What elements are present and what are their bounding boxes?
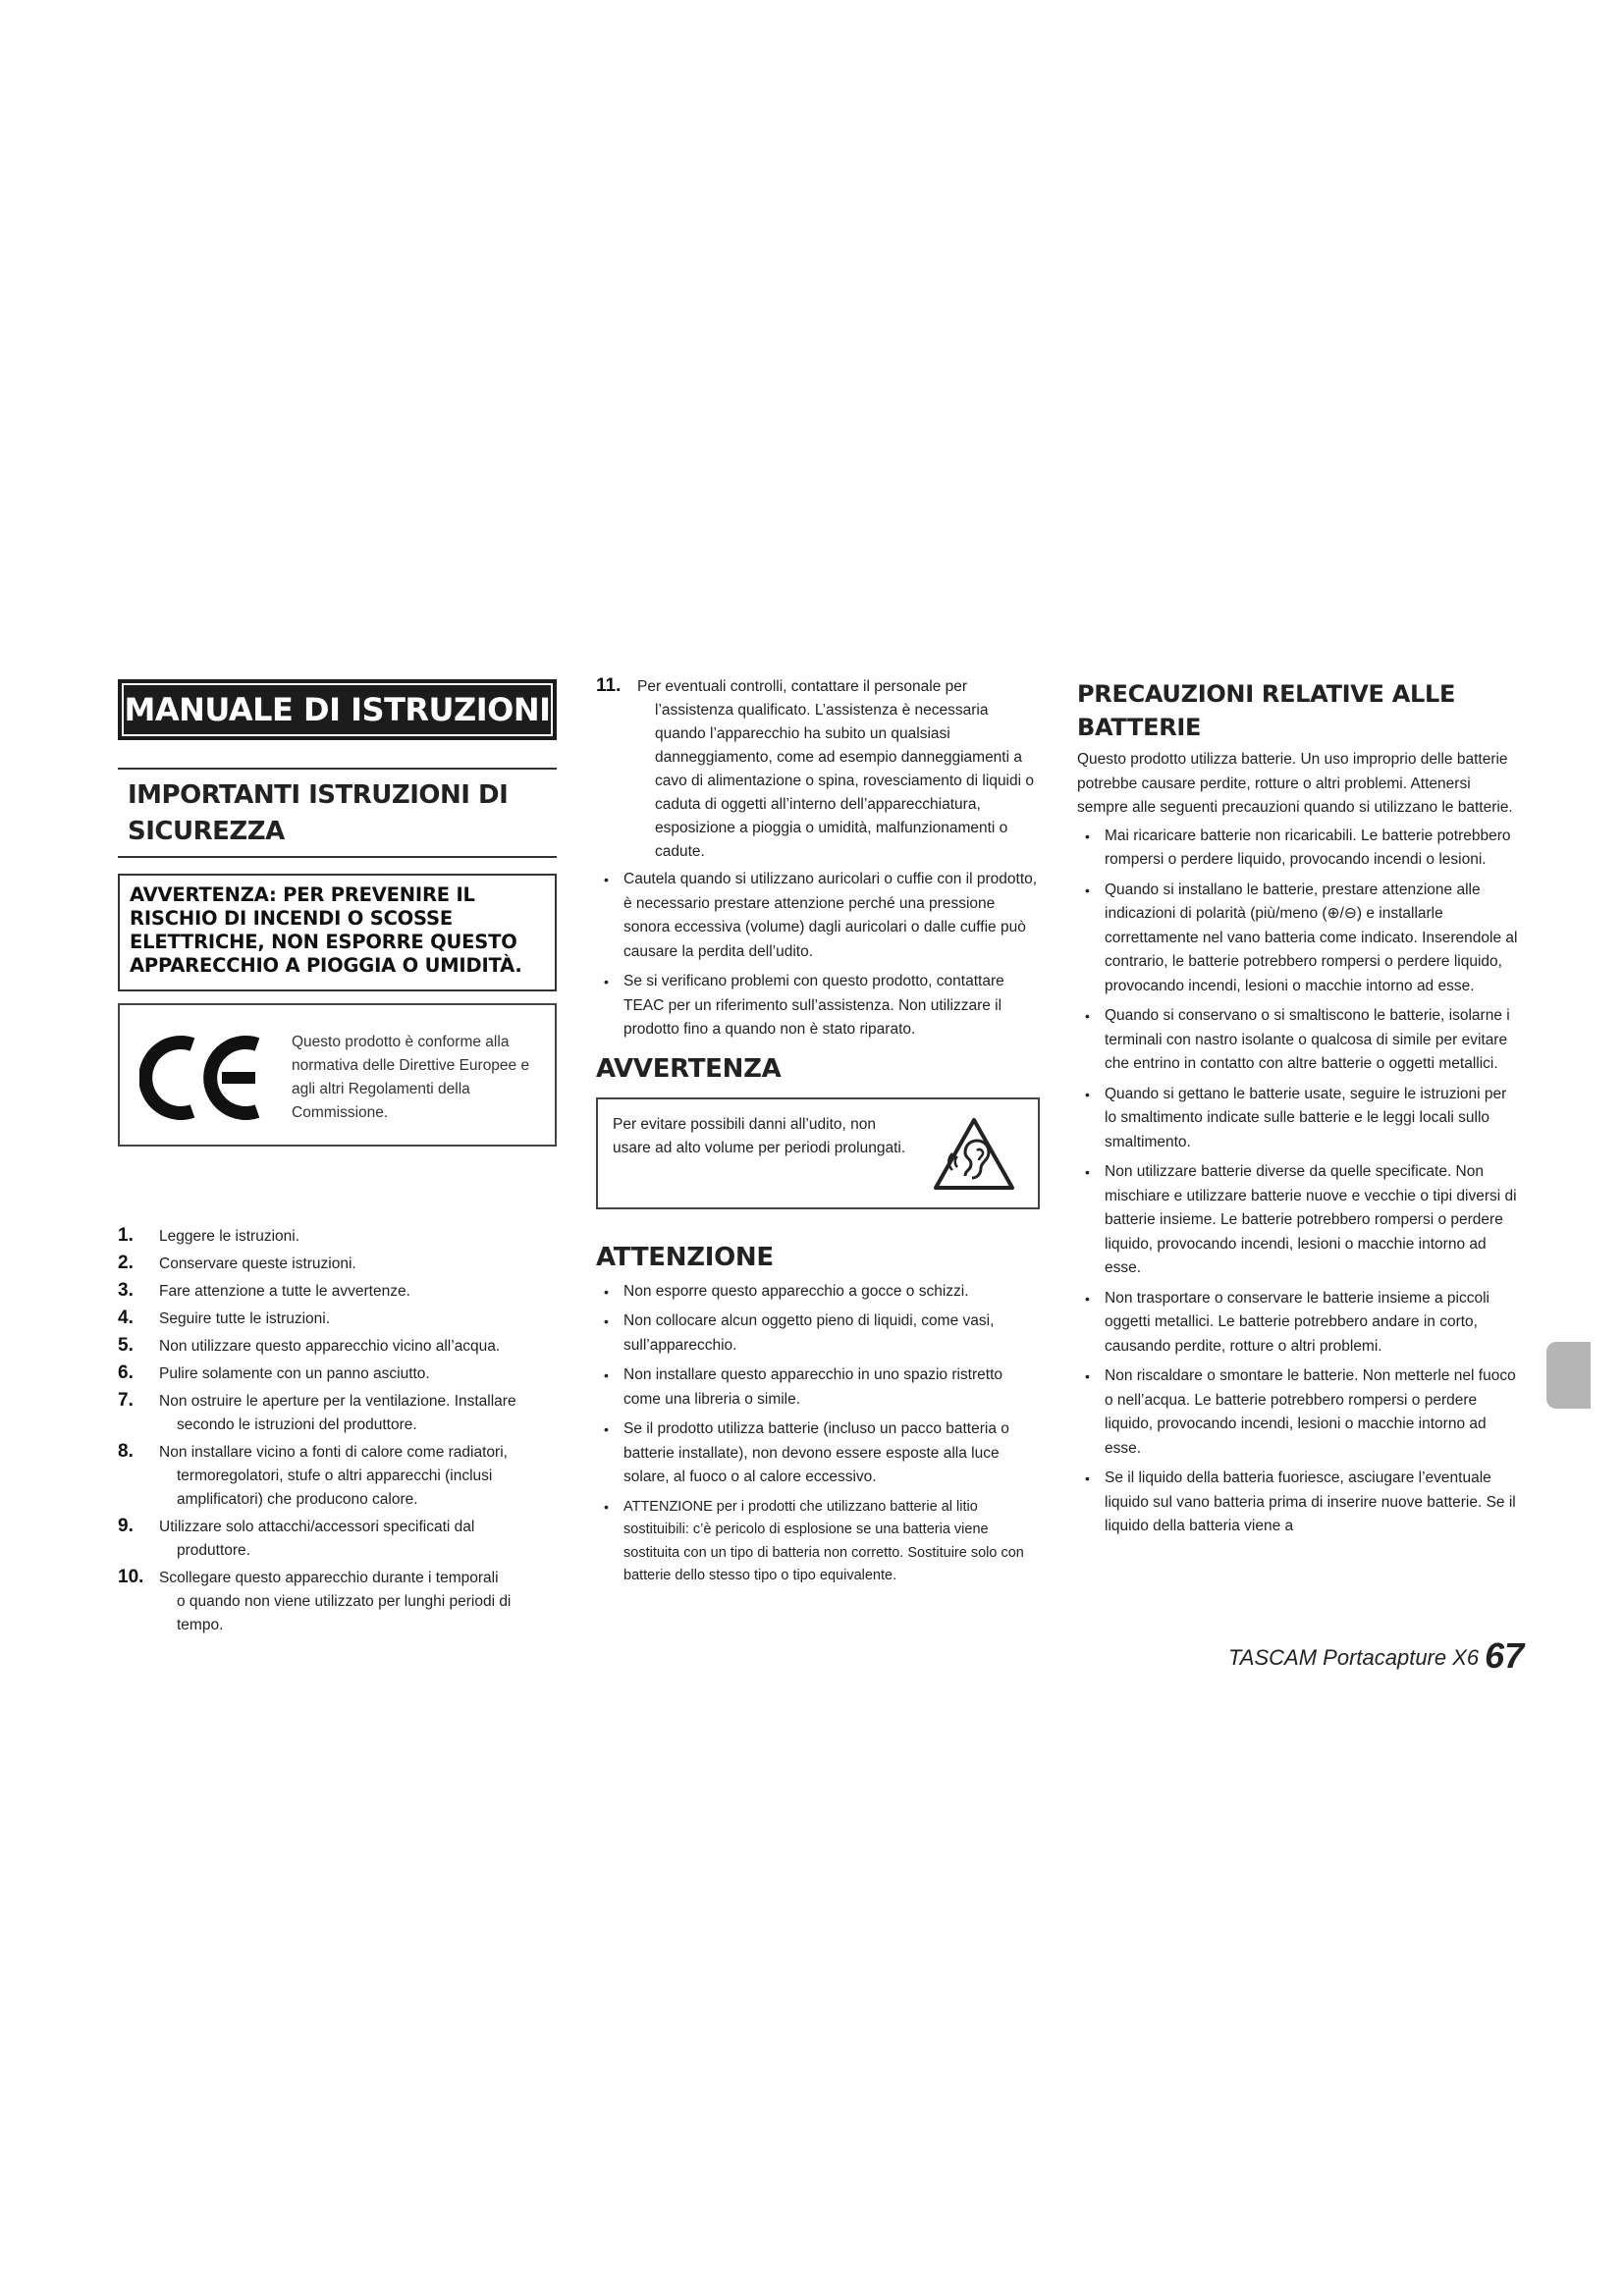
list-item: 1. Leggere le istruzioni. — [118, 1225, 300, 1246]
list-item: • Se il prodotto utilizza batterie (incluso un pacco batteria o batterie installate), non devono essere esposte alla luce solare, al fuoco o al calore eccessivo. — [596, 1417, 1040, 1490]
list-item: 11. Per eventuali controlli, contattare il personale per l’assistenza qualificato. L’assistenza è necessaria quando l’apparecchio ha subito un qualsiasi danneggiamento, come ad esempio danneggiamenti a cavo di alimentazione o spina, rovesciamento di liquidi o caduta di oggetti all’interno dell’apparecchiatura, esposizione a pioggia o umidità, malfunzionamenti o cadute. — [596, 675, 1034, 860]
attenzione-heading: ATTENZIONE — [596, 1242, 774, 1272]
warning-box: AVVERTENZA: PER PREVENIRE IL RISCHIO DI INCENDI O SCOSSE ELETTRICHE, NON ESPORRE QUESTO APPARECCHIO A PIOGGIA O UMIDITÀ. — [118, 874, 557, 991]
right-column — [1077, 677, 1521, 1545]
list-item: • Non utilizzare batterie diverse da quelle specificate. Non mischiare e utilizzare batterie nuove e vecchie o tipi diversi di batterie insieme. Le batterie potrebbero rompersi o perdere liquido, provocando incendi, lesioni o macchie intorno ad esse. — [1077, 1160, 1521, 1281]
list-item: 7. Non ostruire le aperture per la ventilazione. Installare secondo le istruzioni del produttore. — [118, 1390, 516, 1433]
battery-precautions-heading: PRECAUZIONI RELATIVE ALLE BATTERIE — [1077, 680, 1456, 741]
list-item: 8. Non installare vicino a fonti di calore come radiatori, termoregolatori, stufe o altri apparecchi (inclusi amplificatori) che producono calore. — [118, 1441, 508, 1508]
page-number: 67 — [1485, 1635, 1525, 1676]
ce-conformity-text: Questo prodotto è conforme alla normativa delle Direttive Europee e agli altri Regolamenti della Commissione. — [292, 1034, 530, 1121]
list-item: • Quando si gettano le batterie usate, seguire le istruzioni per lo smaltimento indicate sulle batterie e le leggi locali sullo smaltimento. — [1077, 1083, 1521, 1155]
list-item: 9. Utilizzare solo attacchi/accessori specificati dal produttore. — [118, 1516, 475, 1559]
product-name: TASCAM Portacapture X6 — [1228, 1645, 1480, 1670]
hearing-warning-text: Per evitare possibili danni all’udito, non usare ad alto volume per periodi prolungati. — [613, 1115, 906, 1156]
middle-column — [596, 675, 1040, 1594]
list-item: • Mai ricaricare batterie non ricaricabili. Le batterie potrebbero rompersi o perdere liquido, provocando incendi o lesioni. — [1077, 825, 1521, 873]
battery-intro: Questo prodotto utilizza batterie. Un uso improprio delle batterie potrebbe causare perdite, rotture o altri problemi. Attenersi sempre alle seguenti precauzioni quando si utilizzano le batterie. — [1077, 751, 1513, 816]
battery-bullets — [1077, 825, 1521, 1539]
list-item: 4. Seguire tutte le istruzioni. — [118, 1308, 331, 1328]
list-item: • Non trasportare o conservare le batterie insieme a piccoli oggetti metallici. Le batterie potrebbero andare in corto, causando perdite, rotture o altri problemi. — [1077, 1287, 1521, 1360]
list-item: 6. Pulire solamente con un panno asciutto. — [118, 1362, 430, 1383]
list-item: 2. Conservare queste istruzioni. — [118, 1253, 356, 1273]
avvertenza-heading: AVVERTENZA — [596, 1053, 782, 1084]
list-item: • Non installare questo apparecchio in uno spazio ristretto come una libreria o simile. — [596, 1363, 1040, 1412]
list-item: • Quando si installano le batterie, prestare attenzione alle indicazioni di polarità (più/meno (⊕/⊖) e installarle correttamente nel vano batteria come indicato. Inserendole al contrario, le batterie potrebbero rompersi o perdere liquido, provocando incendi, lesioni o macchie intorno ad esse. — [1077, 879, 1521, 999]
left-column — [118, 679, 557, 1641]
numbered-instructions-cont — [596, 675, 1040, 864]
list-item: • Non riscaldare o smontare le batterie. Non metterle nel fuoco o nell’acqua. Le batterie potrebbero rompersi o perdere liquido, provocando incendi, lesioni o macchie intorno ad esse. — [1077, 1364, 1521, 1461]
chapter-tab — [1546, 1342, 1591, 1409]
list-item: • Se il liquido della batteria fuoriesce, asciugare l’eventuale liquido sul vano batteria prima di inserire nuove batterie. Se il liquido della batteria viene a — [1077, 1467, 1521, 1539]
list-item: 3. Fare attenzione a tutte le avvertenze. — [118, 1280, 410, 1301]
list-item: • Cautela quando si utilizzano auricolari o cuffie con il prodotto, è necessario prestare attenzione perché una pressione sonora eccessiva (volume) dagli auricolari o dalle cuffie può causare la perdita dell’udito. — [596, 868, 1040, 964]
safety-instructions-heading: IMPORTANTI ISTRUZIONI DI SICUREZZA — [118, 768, 557, 858]
hearing-warning-box — [596, 1097, 1040, 1209]
list-item: • Quando si conservano o si smaltiscono le batterie, isolarne i terminali con nastro isolante o qualcosa di simile per evitare che entrino in contatto con altre batterie o oggetti metallici. — [1077, 1004, 1521, 1077]
attenzione-bullets — [596, 1280, 1040, 1588]
list-item: • ATTENZIONE per i prodotti che utilizzano batterie al litio sostituibili: c’è pericolo di esplosione se una batteria viene sostituita con un tipo di batteria non corretto. Sostituire solo con batterie dello stesso tipo o tipo equivalente. — [596, 1496, 1040, 1588]
hearing-warning-icon — [932, 1115, 1016, 1194]
list-item: • Non esporre questo apparecchio a gocce o schizzi. — [596, 1280, 1040, 1305]
ce-box — [118, 1003, 557, 1147]
manual-banner: MANUALE DI ISTRUZIONI — [118, 679, 557, 740]
ce-mark-icon — [139, 1033, 271, 1123]
numbered-instructions — [118, 1225, 557, 1637]
list-item: 5. Non utilizzare questo apparecchio vicino all’acqua. — [118, 1335, 501, 1356]
list-item: • Se si verificano problemi con questo prodotto, contattare TEAC per un riferimento sull’assistenza. Non utilizzare il prodotto fino a quando non è stato riparato. — [596, 970, 1040, 1042]
list-item: 10. Scollegare questo apparecchio durante i temporali o quando non viene utilizzato per lunghi periodi di tempo. — [118, 1567, 512, 1633]
safety-bullets — [596, 868, 1040, 1042]
page-footer — [1228, 1635, 1524, 1677]
list-item: • Non collocare alcun oggetto pieno di liquidi, come vasi, sull’apparecchio. — [596, 1309, 1040, 1358]
